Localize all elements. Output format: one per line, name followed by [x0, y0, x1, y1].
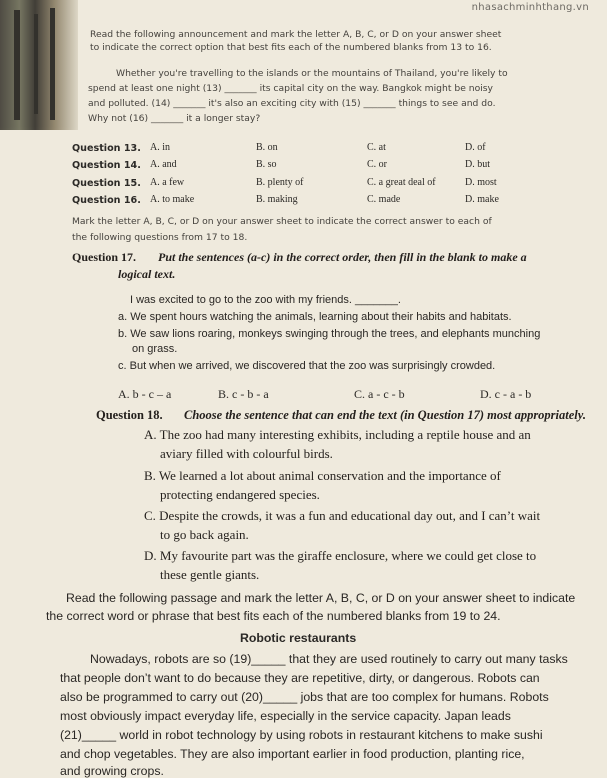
- sentence-c: c. But when we arrived, we discovered that the zoo was surprisingly crowded.: [118, 360, 496, 372]
- announcement-line: and polluted. (14) _______ it's also an exciting city with (15) _______ things to see and do.: [88, 98, 496, 109]
- option-d[interactable]: D. c - a - b: [480, 387, 532, 401]
- announcement-line: Whether you're travelling to the islands or the mountains of Thailand, you're likely to: [116, 68, 508, 79]
- passage-line: Nowadays, robots are so (19)_____ that they are used routinely to carry out many tasks: [90, 652, 568, 666]
- option-d-cont: these gentle giants.: [160, 567, 260, 582]
- question-prompt: Put the sentences (a-c) in the correct order, then fill in the blank to make a: [158, 250, 527, 264]
- passage-line: and chop vegetables. They are also important earlier in food production, planting rice,: [60, 747, 525, 761]
- option-d[interactable]: D. but: [465, 159, 490, 170]
- option-a[interactable]: A. a few: [150, 177, 185, 188]
- option-d[interactable]: D. most: [465, 177, 497, 188]
- option-a[interactable]: A. The zoo had many interesting exhibits, including a reptile house and an: [144, 427, 531, 442]
- option-b-cont: protecting endangered species.: [160, 487, 320, 502]
- question-label: Question 17.: [72, 250, 137, 264]
- option-b[interactable]: B. c - b - a: [218, 387, 269, 401]
- option-a-cont: aviary filled with colourful birds.: [160, 446, 333, 461]
- question-label: Question 14.: [72, 160, 141, 171]
- question-label: Question 15.: [72, 178, 141, 189]
- option-c[interactable]: C. a - c - b: [354, 387, 405, 401]
- option-c-cont: to go back again.: [160, 527, 249, 542]
- option-b[interactable]: B. so: [256, 159, 277, 170]
- option-c[interactable]: C. or: [367, 159, 387, 170]
- passage-line: (21)_____ world in robot technology by using robots in restaurant kitchens to make sushi: [60, 728, 543, 742]
- instruction-line: the following questions from 17 to 18.: [72, 232, 248, 243]
- instruction-line: Mark the letter A, B, C, or D on your answer sheet to indicate the correct answer to each of: [72, 216, 492, 227]
- photo-edge-strip: [0, 0, 78, 130]
- sentence-a: a. We spent hours watching the animals, learning about their habits and habitats.: [118, 311, 512, 323]
- passage-line: most obviously impact everyday life, especially in the service capacity. Japan leads: [60, 709, 511, 723]
- instruction-line: to indicate the correct option that best fits each of the numbered blanks from 13 to 16.: [90, 42, 492, 53]
- stem-sentence: I was excited to go to the zoo with my friends. _______.: [130, 294, 401, 306]
- question-label: Question 16.: [72, 195, 141, 206]
- announcement-line: Why not (16) _______ it a longer stay?: [88, 113, 261, 124]
- option-b[interactable]: B. plenty of: [256, 177, 304, 188]
- question-prompt: Choose the sentence that can end the text (in Question 17) most appropriately.: [184, 408, 586, 422]
- option-c[interactable]: C. Despite the crowds, it was a fun and educational day out, and I can’t wait: [144, 508, 541, 523]
- sentence-b: b. We saw lions roaring, monkeys swinging through the trees, and elephants munching: [118, 328, 541, 340]
- watermark: nhasachminhthang.vn: [471, 2, 589, 13]
- question-label: Question 13.: [72, 143, 141, 154]
- option-a[interactable]: A. and: [150, 159, 177, 170]
- option-b[interactable]: B. We learned a lot about animal conservation and the importance of: [144, 468, 501, 483]
- option-d[interactable]: D. of: [465, 142, 486, 153]
- option-d[interactable]: D. make: [465, 194, 499, 205]
- option-c[interactable]: C. at: [367, 142, 386, 153]
- announcement-line: spend at least one night (13) _______ its capital city on the way. Bangkok might be noisy: [88, 83, 493, 94]
- sentence-b-cont: on grass.: [132, 343, 178, 355]
- instruction-line: Read the following announcement and mark the letter A, B, C, or D on your answer sheet: [90, 29, 502, 40]
- option-c[interactable]: C. made: [367, 194, 401, 205]
- instruction-line: the correct word or phrase that best fits each of the numbered blanks from 19 to 24.: [46, 609, 501, 623]
- option-b[interactable]: B. making: [256, 194, 298, 205]
- option-c[interactable]: C. a great deal of: [367, 177, 436, 188]
- option-a[interactable]: A. to make: [150, 194, 195, 205]
- option-a[interactable]: A. in: [150, 142, 170, 153]
- option-a[interactable]: A. b - c – a: [118, 387, 172, 401]
- passage-line: and growing crops.: [60, 764, 164, 778]
- instruction-line: Read the following passage and mark the letter A, B, C, or D on your answer sheet to indicate: [66, 591, 576, 605]
- option-d[interactable]: D. My favourite part was the giraffe enclosure, where we could get close to: [144, 548, 537, 563]
- option-b[interactable]: B. on: [256, 142, 278, 153]
- passage-title: Robotic restaurants: [240, 631, 357, 645]
- question-prompt: logical text.: [118, 267, 176, 281]
- passage-line: that people don’t want to do because they are repetitive, dirty, or dangerous. Robots can: [60, 671, 540, 685]
- passage-line: also be programmed to carry out (20)_____ jobs that are too complex for humans. Robots: [60, 690, 549, 704]
- question-label: Question 18.: [96, 408, 163, 422]
